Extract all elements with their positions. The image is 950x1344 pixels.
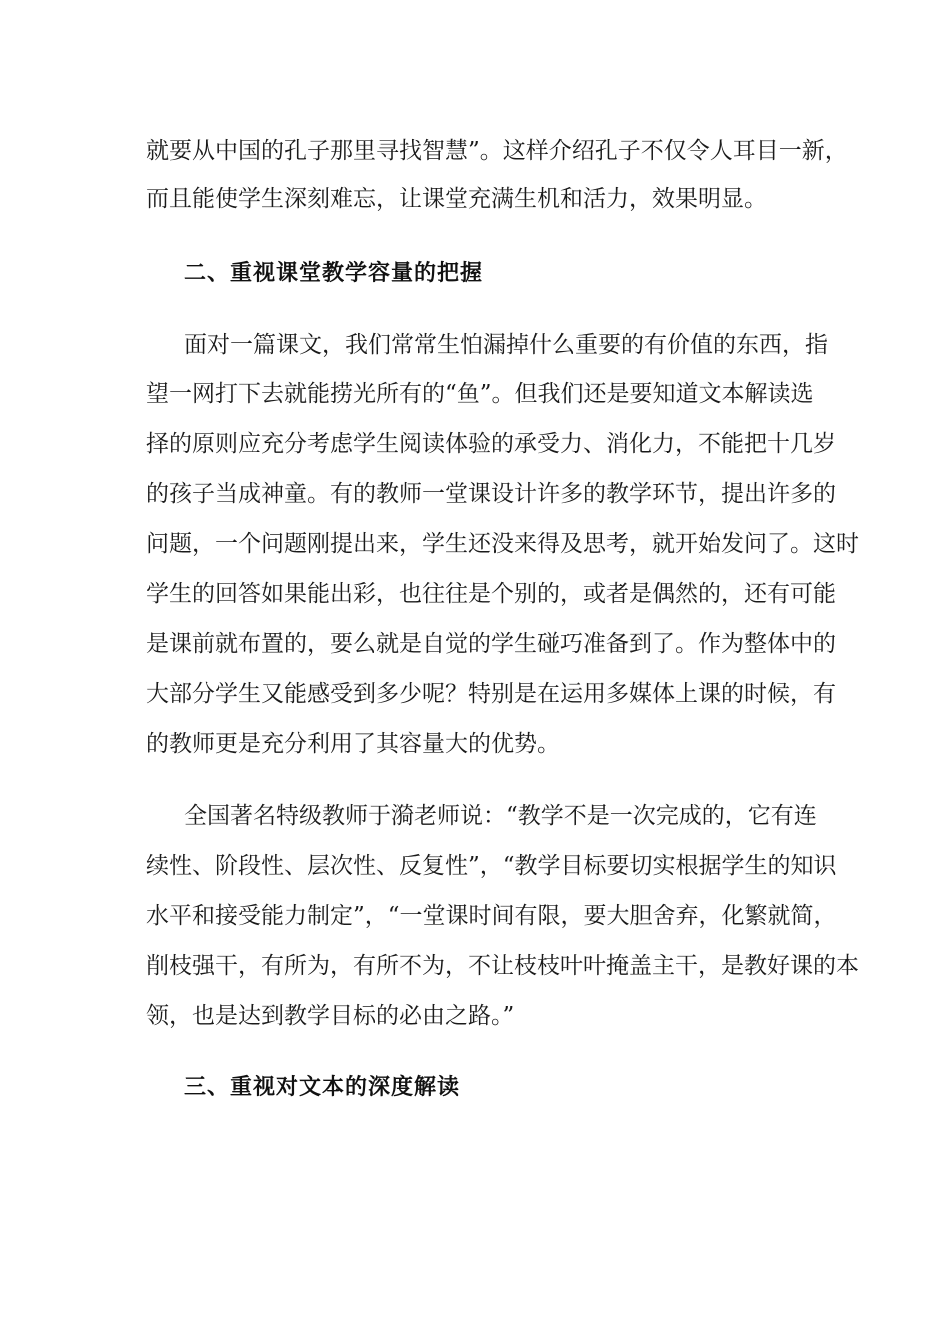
capacity-line-6: 学生的回答如果能出彩，也往往是个别的，或者是偶然的，还有可能 (146, 581, 836, 607)
quote-line-4: 削枝强干，有所为，有所不为，不让枝枝叶叶掩盖主干，是教好课的本 (146, 953, 859, 979)
intro-line-2: 而且能使学生深刻难忘，让课堂充满生机和活力，效果明显。 (146, 186, 767, 212)
quote-line-1: 全国著名特级教师于漪老师说：“教学不是一次完成的，它有连 (184, 803, 817, 829)
capacity-line-2: 望一网打下去就能捞光所有的“鱼”。但我们还是要知道文本解读选 (146, 381, 814, 407)
quote-line-3: 水平和接受能力制定”，“一堂课时间有限，要大胆舍弃，化繁就简， (146, 903, 837, 929)
intro-line-1: 就要从中国的孔子那里寻找智慧”。这样介绍孔子不仅令人耳目一新， (146, 138, 848, 164)
capacity-line-9: 的教师更是充分利用了其容量大的优势。 (146, 731, 560, 757)
capacity-line-8: 大部分学生又能感受到多少呢？特别是在运用多媒体上课的时候，有 (146, 681, 836, 707)
capacity-line-7: 是课前就布置的，要么就是自觉的学生碰巧准备到了。作为整体中的 (146, 631, 836, 657)
capacity-line-5: 问题，一个问题刚提出来，学生还没来得及思考，就开始发问了。这时 (146, 531, 859, 557)
section-heading-3: 三、重视对文本的深度解读 (184, 1075, 461, 1100)
capacity-line-1: 面对一篇课文，我们常常生怕漏掉什么重要的有价值的东西，指 (184, 332, 828, 358)
section-heading-2: 二、重视课堂教学容量的把握 (184, 261, 484, 286)
quote-line-2: 续性、阶段性、层次性、反复性”，“教学目标要切实根据学生的知识 (146, 853, 837, 879)
quote-line-5: 领，也是达到教学目标的必由之路。” (146, 1003, 515, 1029)
capacity-line-3: 择的原则应充分考虑学生阅读体验的承受力、消化力，不能把十几岁 (146, 431, 836, 457)
capacity-line-4: 的孩子当成神童。有的教师一堂课设计许多的教学环节，提出许多的 (146, 481, 836, 507)
